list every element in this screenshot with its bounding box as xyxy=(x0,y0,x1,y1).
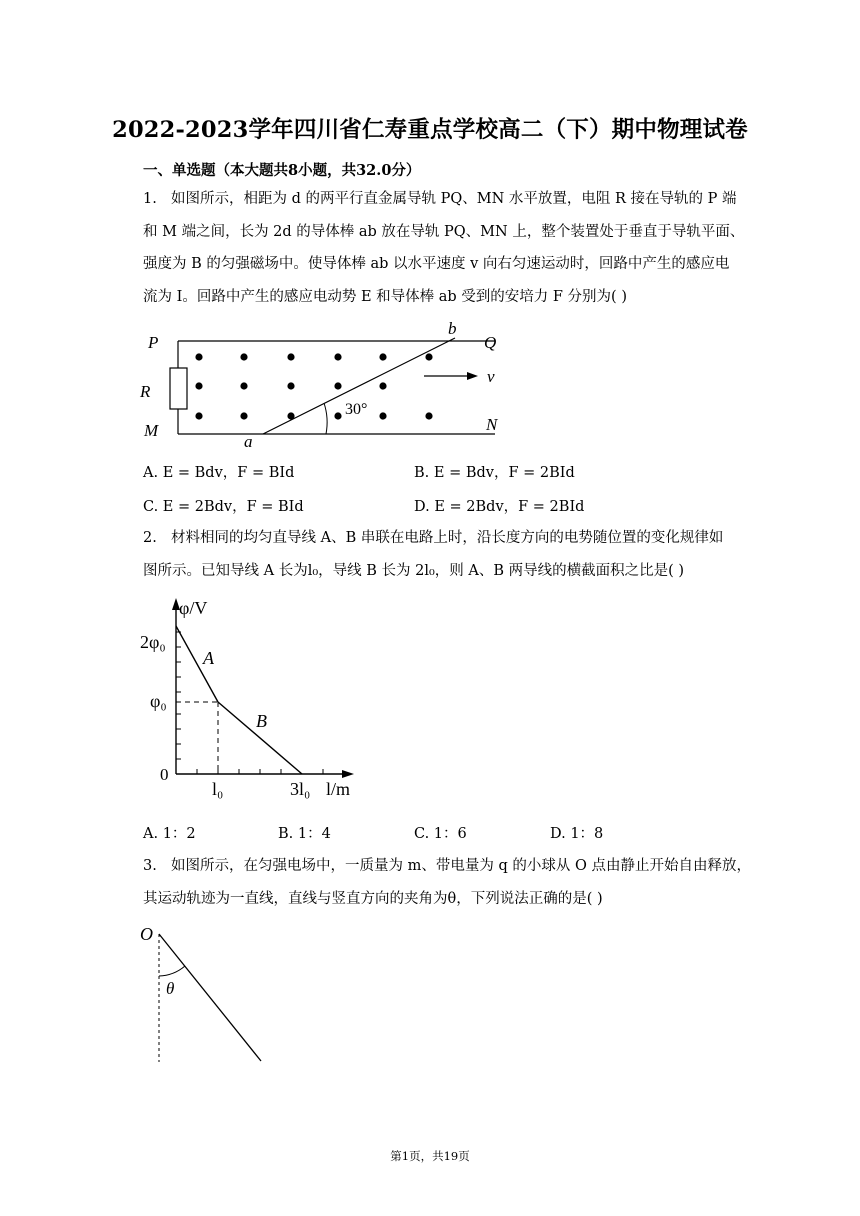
x-axis-arrow-icon xyxy=(342,770,354,778)
magnetic-field-dots xyxy=(195,353,432,419)
exam-title: 2022-2023学年四川省仁寿重点学校高二（下）期中物理试卷 xyxy=(112,117,748,143)
question-2 xyxy=(143,522,755,587)
question-1-line-4: 流为 I。回路中产生的感应电动势 E 和导体棒 ab 受到的安培力 F 分别为( ) xyxy=(143,288,627,305)
question-2-line-1: 2. 材料相同的均匀直导线 A、B 串联在电路上时，沿长度方向的电势随位置的变化规律如 xyxy=(143,522,755,555)
label-p: P xyxy=(148,333,159,352)
question-1 xyxy=(143,183,755,313)
label-a: a xyxy=(244,432,253,451)
q1-option-d[interactable]: D. E = 2Bdv，F = 2BId xyxy=(414,499,585,515)
question-3-line-1: 3. 如图所示，在匀强电场中，一质量为 m、带电量为 q 的小球从 O 点由静止开始自由释放， xyxy=(143,850,755,883)
y-axis-label: φ/V xyxy=(179,598,208,618)
label-angle: 30° xyxy=(345,401,368,418)
q1-option-c[interactable]: C. E = 2Bdv，F = BId xyxy=(143,499,304,515)
page-footer: 第1页，共19页 xyxy=(390,1149,470,1163)
resistor-r xyxy=(170,368,187,409)
label-line-b: B xyxy=(256,711,267,731)
label-r: R xyxy=(140,382,151,401)
label-b: b xyxy=(448,319,457,338)
question-3-number: 3. xyxy=(143,858,157,874)
label-v: v xyxy=(487,367,495,386)
question-1-line-3: 强度为 B 的匀强磁场中。使导体棒 ab 以水平速度 v 向右匀速运动时，回路中产生的感应电 xyxy=(143,256,730,272)
angle-arc xyxy=(324,403,327,434)
label-line-a: A xyxy=(203,648,214,668)
q2-potential-graph xyxy=(130,596,370,806)
label-o: O xyxy=(140,924,153,944)
label-q: Q xyxy=(484,333,497,352)
q1-rail-circuit-figure xyxy=(140,320,520,450)
question-1-line-1: 1. 如图所示，相距为 d 的两平行直金属导轨 PQ、MN 水平放置，电阻 R 接在导轨的 P 端 xyxy=(143,183,755,216)
label-theta: θ xyxy=(166,979,175,998)
y-tick-2phi0: 2φ₀ xyxy=(140,632,166,652)
y-tick-phi0: φ₀ xyxy=(150,691,167,711)
question-2-number: 2. xyxy=(143,530,157,546)
label-n: N xyxy=(486,415,498,434)
question-1-line-2: 和 M 端之间，长为 2d 的导体棒 ab 放在导轨 PQ、MN 上，整个装置处于垂直于导轨平面、 xyxy=(143,223,745,240)
origin-label: 0 xyxy=(160,765,169,784)
question-3 xyxy=(143,850,755,915)
q2-option-a[interactable]: A. 1：2 xyxy=(143,826,196,842)
q2-option-b[interactable]: B. 1：4 xyxy=(278,826,331,842)
x-axis-ticks xyxy=(197,769,323,774)
x-axis-label: l/m xyxy=(326,779,351,799)
question-1-number: 1. xyxy=(143,191,157,207)
x-tick-l0: l₀ xyxy=(212,779,224,799)
x-tick-3l0: 3l₀ xyxy=(290,779,311,799)
q1-option-a[interactable]: A. E = Bdv，F = BId xyxy=(143,465,295,481)
question-2-line-2: 图所示。已知导线 A 长为l₀，导线 B 长为 2l₀，则 A、B 两导线的横截面积之比是( ) xyxy=(143,562,685,579)
q2-option-c[interactable]: C. 1：6 xyxy=(414,826,467,842)
q2-option-d[interactable]: D. 1：8 xyxy=(550,826,604,842)
q1-option-b[interactable]: B. E = Bdv，F = 2BId xyxy=(414,465,575,481)
velocity-arrow-head-icon xyxy=(467,372,478,380)
section-heading: 一、单选题（本大题共8小题，共32.0分） xyxy=(143,162,421,179)
label-m: M xyxy=(144,421,159,440)
q3-trajectory-figure xyxy=(130,920,280,1070)
theta-arc xyxy=(159,966,185,976)
question-3-line-2: 其运动轨迹为一直线，直线与竖直方向的夹角为θ，下列说法正确的是( ) xyxy=(143,890,603,907)
y-axis-ticks xyxy=(176,632,181,759)
